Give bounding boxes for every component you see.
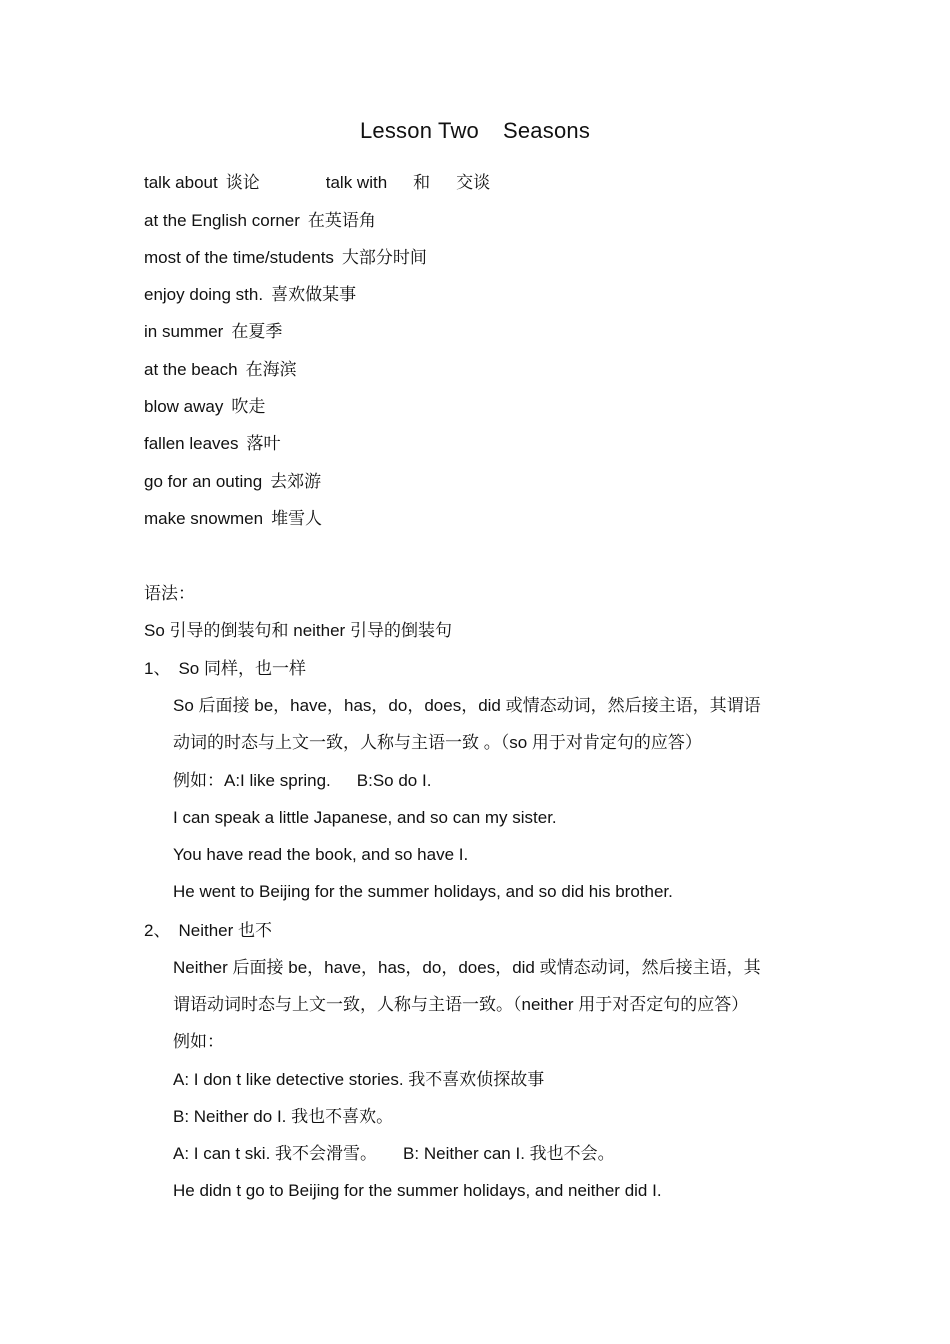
section-1-heading <box>144 657 306 681</box>
vocab-line: most of the time/students 大部分时间 <box>144 248 427 267</box>
page-title <box>0 118 950 144</box>
vocab-line: enjoy doing sth. 喜欢做某事 <box>144 285 357 304</box>
section-1-example: 例如：A:I like spring. B:So do I. <box>173 771 432 790</box>
vocab-line: talk about 谈论 talk with 和 交谈 <box>144 173 491 192</box>
title-lesson: Lesson Two <box>359 118 479 143</box>
section-2-example: B: Neither do I. 我也不喜欢。 <box>173 1107 394 1126</box>
section-2-example-label: 例如： <box>173 1032 224 1051</box>
section-2-desc-line: 谓语动词时态与上文一致，人称与主语一致。（neither 用于对否定句的应答） <box>173 995 749 1014</box>
vocab-extra-zh1: 和 <box>413 173 431 192</box>
section-2-number: 2、 <box>144 921 171 940</box>
grammar-heading: 语法： <box>144 584 195 603</box>
vocab-extra-zh2: 交谈 <box>456 173 491 192</box>
vocab-extra-en: talk with <box>325 173 388 192</box>
vocab-line: at the English corner 在英语角 <box>144 211 376 230</box>
vocab-line: make snowmen 堆雪人 <box>144 509 323 528</box>
section-1-example: I can speak a little Japanese, and so can my sister. <box>173 808 557 827</box>
grammar-intro: So 引导的倒装句和 neither 引导的倒装句 <box>144 621 452 640</box>
section-2-desc-line: Neither 后面接 be，have，has，do，does，did 或情态动词，然后接主语，其 <box>173 958 761 977</box>
section-1-number: 1、 <box>144 659 171 678</box>
section-2-heading <box>144 919 272 943</box>
vocab-line: at the beach 在海滨 <box>144 360 297 379</box>
section-2-example: A: I don t like detective stories. 我不喜欢侦探故事 <box>173 1070 545 1089</box>
section-1-title: So 同样，也一样 <box>178 659 306 678</box>
section-1-example: He went to Beijing for the summer holidays, and so did his brother. <box>173 882 673 901</box>
section-2-example: He didn t go to Beijing for the summer holidays, and neither did I. <box>173 1181 662 1200</box>
vocab-line: in summer 在夏季 <box>144 322 283 341</box>
title-topic: Seasons <box>503 118 591 143</box>
vocab-line: blow away 吹走 <box>144 397 266 416</box>
section-2-title: Neither 也不 <box>178 921 272 940</box>
section-1-example: You have read the book, and so have I. <box>173 845 469 864</box>
section-2-example: A: I can t ski. 我不会滑雪。 B: Neither can I. 我也不会。 <box>173 1144 615 1163</box>
section-1-desc-line: So 后面接 be，have，has，do，does，did 或情态动词，然后接主语，其谓语 <box>173 696 761 715</box>
vocab-line: go for an outing 去郊游 <box>144 472 322 491</box>
section-1-desc-line: 动词的时态与上文一致，人称与主语一致 。（so 用于对肯定句的应答） <box>173 733 702 752</box>
vocab-line: fallen leaves 落叶 <box>144 434 281 453</box>
